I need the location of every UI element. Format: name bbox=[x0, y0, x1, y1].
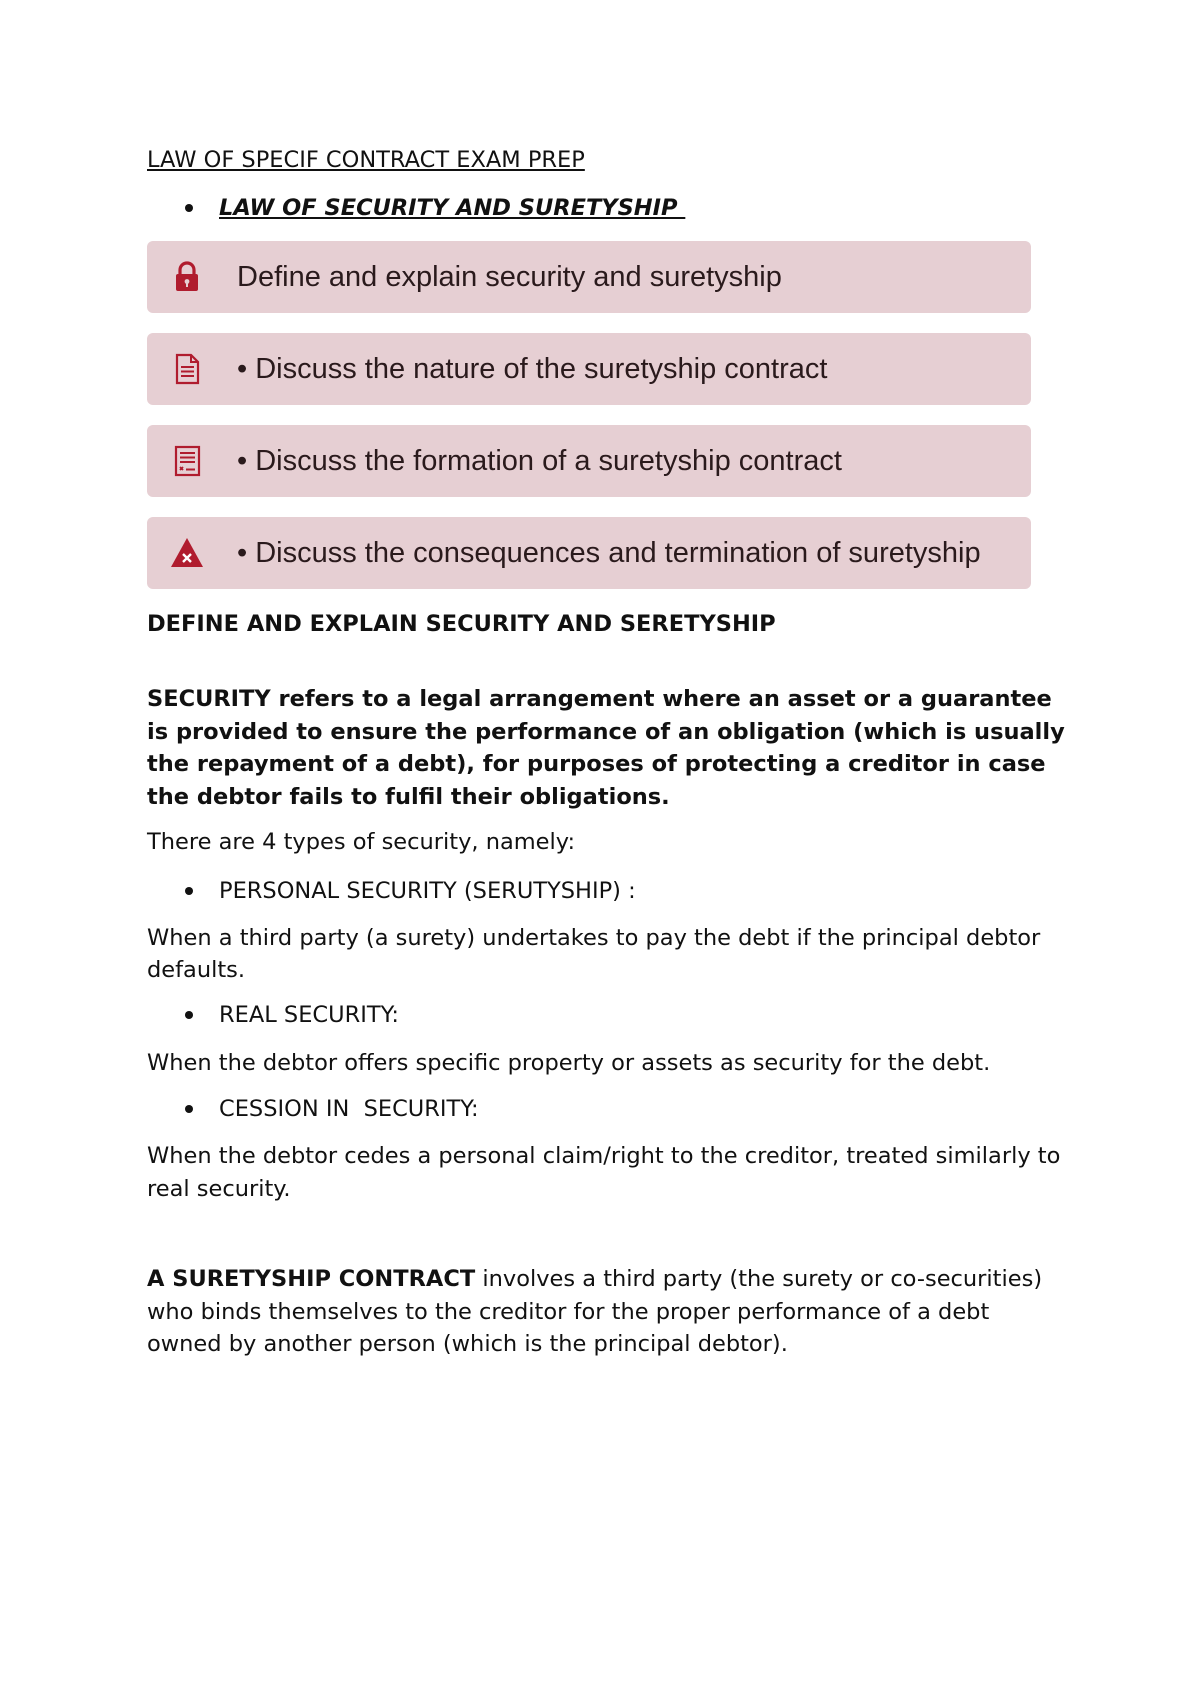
objective-text: • Discuss the formation of a suretyship contract bbox=[237, 444, 842, 477]
lock-icon bbox=[169, 259, 205, 295]
learning-objectives bbox=[147, 241, 1031, 589]
bullet-dot bbox=[185, 887, 193, 895]
document-page bbox=[147, 140, 1067, 1361]
suretyship-definition: involves a third party (the surety or co-securities) who binds themselves to the creditor for the proper performance of a debt owned by another person (which is the principal debtor). bbox=[147, 1266, 1043, 1357]
type-label: PERSONAL SECURITY (SERUTYSHIP) : bbox=[219, 877, 636, 904]
document-title: LAW OF SPECIF CONTRACT EXAM PREP bbox=[147, 147, 585, 173]
type-bullet bbox=[147, 876, 1067, 906]
type-label: REAL SECURITY: bbox=[219, 1001, 399, 1028]
type-bullet bbox=[147, 1000, 1067, 1030]
form-icon bbox=[169, 443, 205, 479]
bullet-dot bbox=[185, 1105, 193, 1113]
document-icon bbox=[169, 351, 205, 387]
bullet-dot bbox=[185, 204, 193, 212]
suretyship-term: A SURETYSHIP CONTRACT bbox=[147, 1266, 476, 1292]
security-definition: SECURITY refers to a legal arrangement where an asset or a guarantee is provided to ensure the performance of an obligation (which is usually the repayment of a debt), for purposes of protecting a creditor in case the debtor fails to fulfil their obligations. bbox=[147, 686, 1065, 810]
objective-text: • Discuss the nature of the suretyship contract bbox=[237, 352, 828, 385]
suretyship-paragraph bbox=[147, 1263, 1067, 1361]
warning-icon bbox=[169, 535, 205, 571]
topic-bullet bbox=[147, 193, 1067, 223]
objective-box bbox=[147, 333, 1031, 405]
objective-box bbox=[147, 517, 1031, 589]
objective-text: • Discuss the consequences and termination of suretyship bbox=[237, 536, 981, 569]
objective-box bbox=[147, 241, 1031, 313]
objective-text: Define and explain security and suretyship bbox=[237, 260, 782, 293]
bullet-dot bbox=[185, 1011, 193, 1019]
type-description: When the debtor offers specific property or assets as security for the debt. bbox=[147, 1049, 991, 1076]
type-label: CESSION IN SECURITY: bbox=[219, 1096, 479, 1122]
type-description: When the debtor cedes a personal claim/right to the creditor, treated similarly to real security. bbox=[147, 1143, 1061, 1202]
objective-box bbox=[147, 425, 1031, 497]
types-intro: There are 4 types of security, namely: bbox=[147, 829, 576, 855]
section-heading: DEFINE AND EXPLAIN SECURITY AND SERETYSHIP bbox=[147, 611, 776, 637]
type-bullet bbox=[147, 1094, 1067, 1124]
topic-title: LAW OF SECURITY AND SURETYSHIP bbox=[219, 195, 686, 221]
type-description: When a third party (a surety) undertakes to pay the debt if the principal debtor defaults. bbox=[147, 924, 1041, 983]
